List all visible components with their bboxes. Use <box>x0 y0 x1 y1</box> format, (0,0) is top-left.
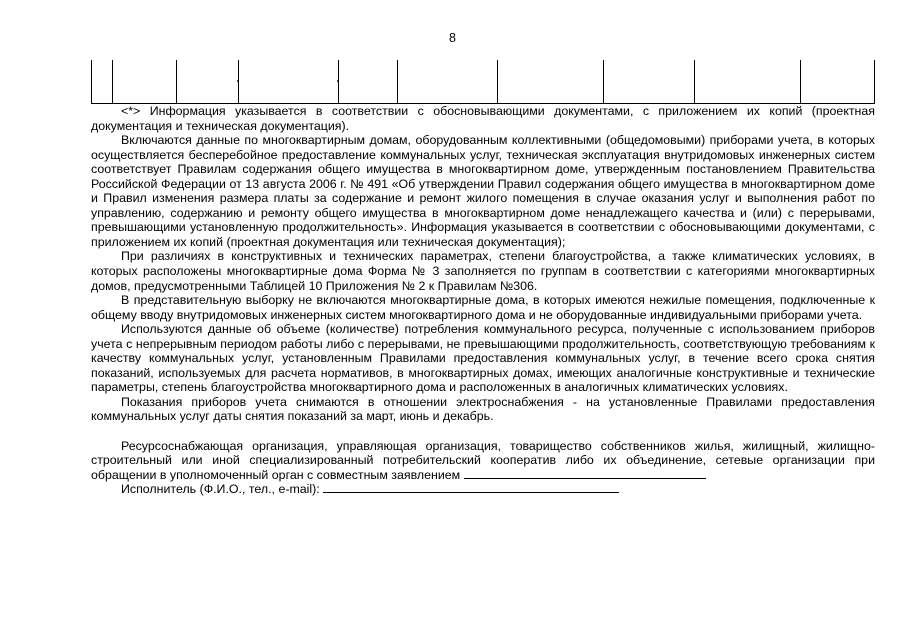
table-column-divider <box>112 60 113 103</box>
paragraph: Показания приборов учета снимаются в отношении электроснабжения - на установленные Правилами предоставления коммунальных услуг даты снятия показаний за март, июнь и декабрь. <box>91 394 875 424</box>
table-column-divider <box>603 60 604 103</box>
table-column-divider <box>800 60 801 103</box>
organization-statement <box>91 439 875 483</box>
document-body <box>91 104 875 497</box>
paragraph: При различиях в конструктивных и технических параметрах, степени благоустройства, а также климатических условиях, в которых расположены многоквартирные дома Форма № 3 заполняется по группам в соответствии с категориями многоквартирных домов, предусмотренными Таблицей 10 Приложения № 2 к Правилам №306. <box>91 249 875 293</box>
table-column-divider <box>497 60 498 103</box>
executor-line <box>91 482 875 497</box>
executor-label: Исполнитель (Ф.И.О., тел., e-mail): <box>121 482 320 497</box>
table-column-divider <box>397 60 398 103</box>
paragraph: Включаются данные по многоквартирным домам, оборудованным коллективными (общедомовыми) приборами учета, в которых осуществляется бесперебойное предоставление коммунальных услуг, техническая эксплуатация внутридомовых инженерных систем соответствует Правилам содержания общего имущества в многоквартирном доме, утвержденным постановлением Правительства Российской Федерации от 13 августа 2006 г. № 491 «Об утверждении Правил содержания общего имущества в многоквартирном доме и Правил изменения размера платы за содержание и ремонт жилого помещения в случае оказания услуг и выполнения работ по управлению, содержанию и ремонту общего имущества в многоквартирном доме ненадлежащего качества и (или) с перерывами, превышающими установленную продолжительность». Информация указывается в соответствии с обосновывающими документами, с приложением их копий (проектная документация или техническая документация); <box>91 133 875 249</box>
statement-blank-field[interactable] <box>464 468 706 479</box>
paragraph: Используются данные об объеме (количестве) потребления коммунального ресурса, полученные с использованием приборов учета с непрерывным периодом работы либо с перерывами, не превышающими продолжительность, соответствующую требованиям к качеству коммунальных услуг, установленным Правилами предоставления коммунальных услуг, в течение всего срока снятия показаний, используемых для расчета нормативов, в многоквартирных домах, имеющих аналогичные конструктивные и технические параметры, степень благоустройства многоквартирного дома и расположенных в аналогичных климатических условиях. <box>91 322 875 395</box>
page-number: 8 <box>449 31 456 45</box>
table-column-divider <box>694 60 695 103</box>
table-cell-mark <box>337 80 338 82</box>
table-fragment <box>91 60 875 104</box>
blank-line <box>91 424 875 439</box>
paragraph: В представительную выборку не включаются многоквартирные дома, в которых имеются нежилые помещения, подключенные к общему вводу внутридомовых инженерных систем многоквартирного дома и не оборудованные индивидуальными приборами учета. <box>91 293 875 322</box>
table-cell-mark <box>237 80 238 82</box>
organization-statement-text: Ресурсоснабжающая организация, управляющая организация, товарищество собственников жилья, жилищный, жилищно-строительный или иной специализированный потребительский кооператив либо их объединение, сетевые организации при обращении в уполномоченный орган с совместным заявлением <box>91 438 875 482</box>
footnote: <*> Информация указывается в соответствии с обосновывающими документами, с приложением их копий (проектная документация и техническая документация). <box>91 104 875 133</box>
table-column-divider <box>338 60 339 103</box>
table-column-divider <box>176 60 177 103</box>
executor-blank-field[interactable] <box>323 482 619 493</box>
table-column-divider <box>238 60 239 103</box>
